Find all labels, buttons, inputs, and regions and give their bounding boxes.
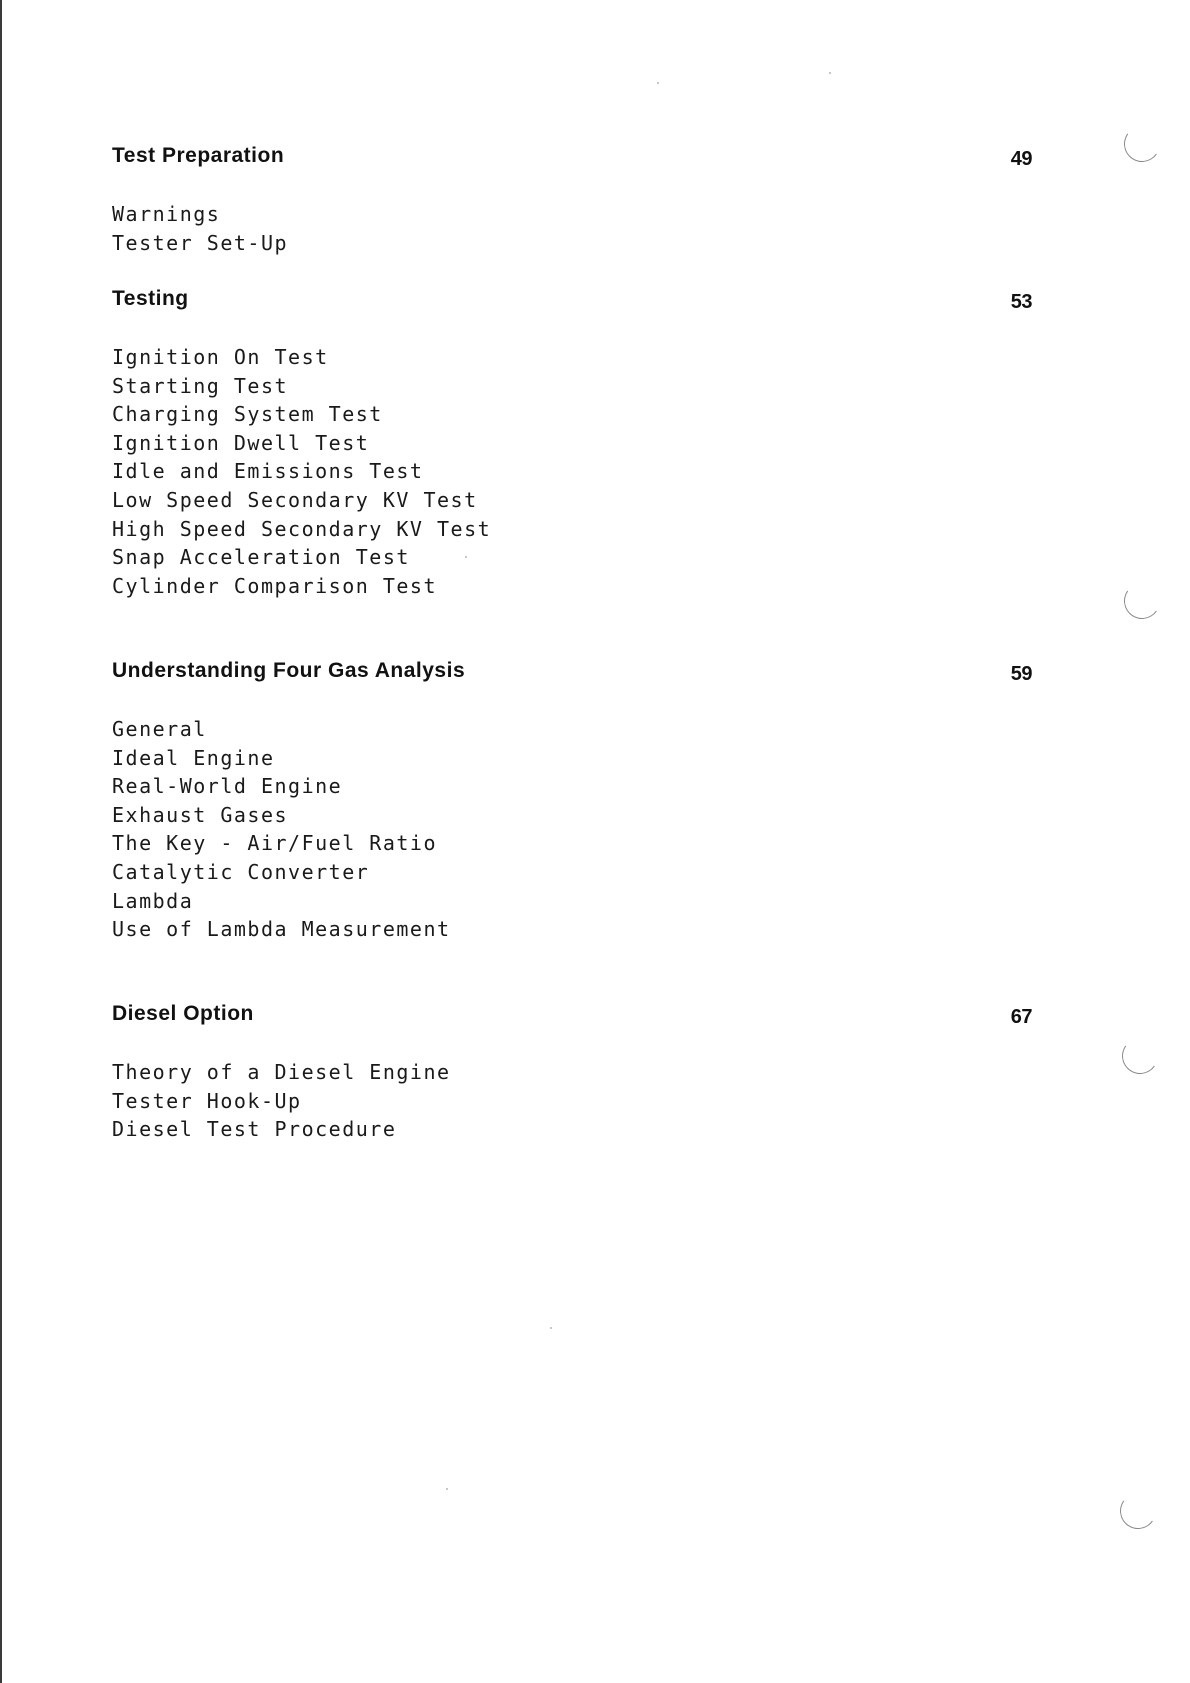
toc-item: Starting Test: [112, 373, 289, 398]
scan-speck: [657, 82, 659, 84]
toc-item: Use of Lambda Measurement: [112, 917, 451, 942]
scan-speck: [829, 72, 831, 74]
scan-speck: [465, 556, 467, 558]
toc-item: Ignition On Test: [112, 345, 329, 369]
toc-item: Theory of a Diesel Engine: [112, 1060, 451, 1084]
toc-item: Lambda: [112, 888, 194, 913]
toc-item: Warnings: [112, 202, 221, 226]
toc-item-list: [112, 200, 288, 257]
scan-speck: [550, 1327, 552, 1329]
toc-item: General: [112, 717, 207, 741]
toc-item-list: [112, 1058, 451, 1144]
toc-item: Tester Hook-Up: [112, 1088, 302, 1113]
scan-speck: [446, 1488, 448, 1490]
toc-section-title: Diesel Option: [112, 1002, 254, 1025]
toc-item-list: [112, 343, 491, 600]
toc-section-header: [112, 144, 1032, 174]
toc-section-header: [112, 659, 1032, 689]
toc-item: Tester Set-Up: [112, 230, 289, 255]
toc-item: Idle and Emissions Test: [112, 459, 424, 484]
punch-hole-icon: [1121, 123, 1163, 165]
toc-page-number: 59: [1010, 663, 1032, 685]
toc-section-test-preparation: [112, 144, 1032, 255]
toc-section-header: [112, 1002, 1032, 1032]
toc-section-title: Understanding Four Gas Analysis: [112, 659, 466, 682]
toc-item: Catalytic Converter: [112, 859, 370, 884]
toc-section-testing: [112, 287, 1032, 598]
toc-item: Exhaust Gases: [112, 802, 289, 827]
toc-item: Low Speed Secondary KV Test: [112, 487, 478, 512]
punch-hole-icon: [1121, 580, 1163, 622]
punch-hole-icon: [1117, 1490, 1159, 1532]
toc-section-four-gas-analysis: [112, 659, 1032, 942]
toc-item: Snap Acceleration Test: [112, 545, 410, 570]
toc-item-list: [112, 715, 451, 944]
toc-item: Ideal Engine: [112, 745, 275, 770]
toc-item: The Key - Air/Fuel Ratio: [112, 831, 437, 856]
toc-item: High Speed Secondary KV Test: [112, 516, 492, 541]
page-edge: [0, 0, 2, 1683]
toc-section-title: Testing: [112, 287, 189, 310]
toc-item: Ignition Dwell Test: [112, 430, 370, 455]
toc-section-header: [112, 287, 1032, 317]
toc-page-number: 53: [1010, 291, 1032, 313]
toc-section-title: Test Preparation: [112, 144, 285, 167]
toc-item: Real-World Engine: [112, 774, 343, 799]
toc-page-number: 67: [1010, 1006, 1032, 1028]
toc-section-diesel-option: [112, 1002, 1032, 1142]
punch-hole-icon: [1119, 1035, 1161, 1077]
toc-item: Cylinder Comparison Test: [112, 573, 437, 598]
toc-item: Diesel Test Procedure: [112, 1117, 397, 1142]
toc-page-number: 49: [1010, 148, 1032, 170]
toc-item: Charging System Test: [112, 402, 383, 427]
